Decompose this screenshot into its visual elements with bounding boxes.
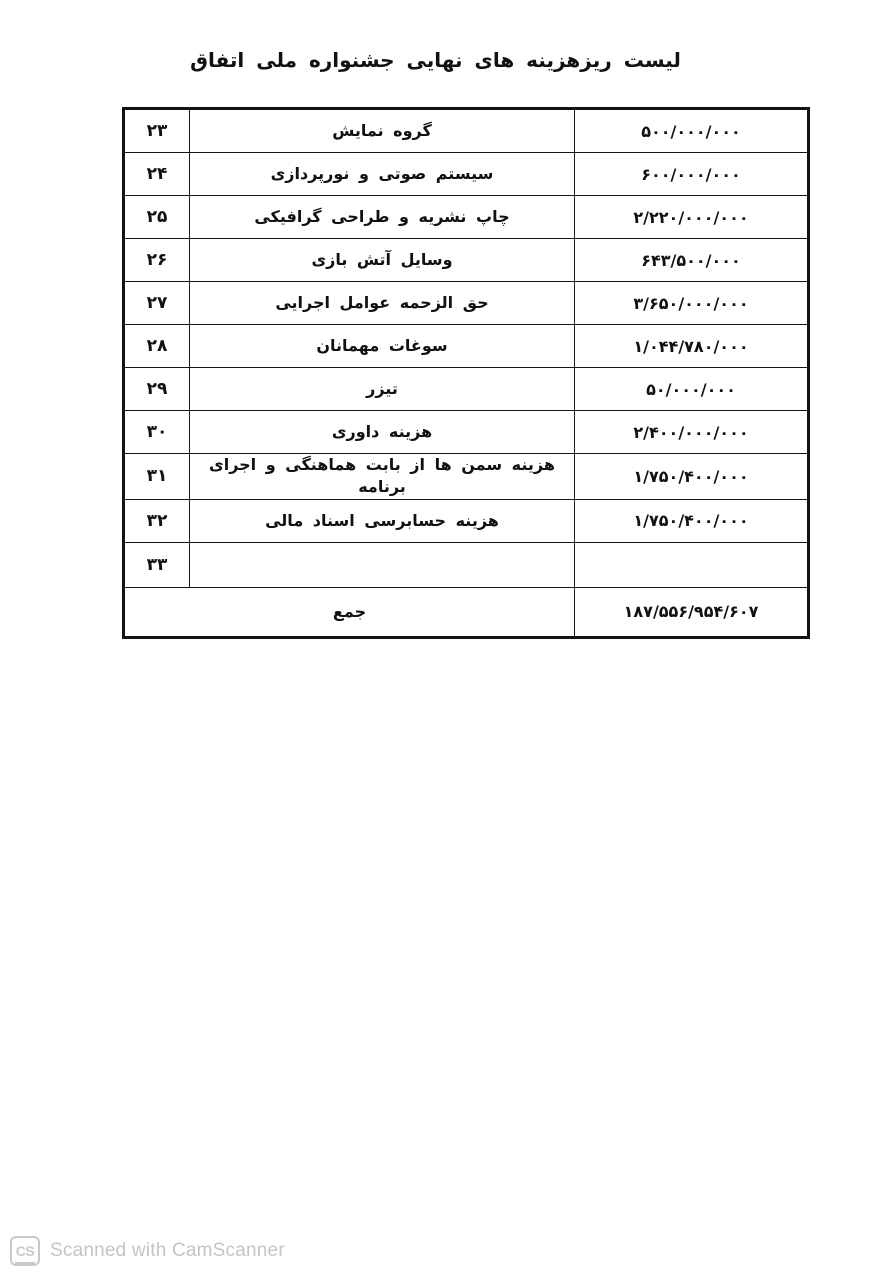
row-index: ۲۵ <box>124 196 190 239</box>
expense-table-container <box>125 107 810 639</box>
row-description: هزینه حسابرسی اسناد مالی <box>190 499 575 542</box>
row-index: ۳۰ <box>124 411 190 454</box>
row-amount <box>575 542 809 587</box>
expense-table <box>122 107 810 639</box>
expense-table-body <box>124 109 809 638</box>
total-amount: ۱۸۷/۵۵۶/۹۵۴/۶۰۷ <box>575 587 809 637</box>
row-amount: ۱/۷۵۰/۴۰۰/۰۰۰ <box>575 499 809 542</box>
table-row <box>124 196 809 239</box>
row-amount: ۵۰۰/۰۰۰/۰۰۰ <box>575 109 809 153</box>
row-description: گروه نمایش <box>190 109 575 153</box>
table-row <box>124 325 809 368</box>
row-amount: ۳/۶۵۰/۰۰۰/۰۰۰ <box>575 282 809 325</box>
row-description <box>190 542 575 587</box>
row-amount: ۶۰۰/۰۰۰/۰۰۰ <box>575 153 809 196</box>
row-amount: ۱/۰۴۴/۷۸۰/۰۰۰ <box>575 325 809 368</box>
table-row <box>124 282 809 325</box>
table-row <box>124 368 809 411</box>
row-amount: ۲/۴۰۰/۰۰۰/۰۰۰ <box>575 411 809 454</box>
table-row <box>124 109 809 153</box>
row-amount: ۵۰/۰۰۰/۰۰۰ <box>575 368 809 411</box>
row-index: ۲۳ <box>124 109 190 153</box>
row-description: چاپ نشریه و طراحی گرافیکی <box>190 196 575 239</box>
row-description: هزینه سمن ها از بابت هماهنگی و اجرای برنامه <box>190 454 575 500</box>
row-description: سیستم صوتی و نورپردازی <box>190 153 575 196</box>
table-row <box>124 411 809 454</box>
camscanner-logo-icon <box>10 1236 40 1266</box>
row-description: حق الزحمه عوامل اجرایی <box>190 282 575 325</box>
row-index: ۲۶ <box>124 239 190 282</box>
table-row <box>124 499 809 542</box>
total-label: جمع <box>124 587 575 637</box>
row-index: ۳۱ <box>124 454 190 500</box>
row-amount: ۱/۷۵۰/۴۰۰/۰۰۰ <box>575 454 809 500</box>
row-description: تیزر <box>190 368 575 411</box>
row-index: ۳۲ <box>124 499 190 542</box>
table-row <box>124 542 809 587</box>
page-title: لیست ریزهزینه های نهایی جشنواره ملی اتفاق <box>190 48 681 72</box>
table-row <box>124 454 809 500</box>
row-index: ۲۹ <box>124 368 190 411</box>
table-row <box>124 153 809 196</box>
row-index: ۳۳ <box>124 542 190 587</box>
row-amount: ۶۴۳/۵۰۰/۰۰۰ <box>575 239 809 282</box>
camscanner-logo-text: CS <box>15 1243 35 1259</box>
row-index: ۲۷ <box>124 282 190 325</box>
row-index: ۲۸ <box>124 325 190 368</box>
row-description: هزینه داوری <box>190 411 575 454</box>
row-index: ۲۴ <box>124 153 190 196</box>
camscanner-watermark <box>10 1236 285 1266</box>
row-amount: ۲/۲۲۰/۰۰۰/۰۰۰ <box>575 196 809 239</box>
camscanner-watermark-text: Scanned with CamScanner <box>50 1240 285 1261</box>
row-description: سوغات مهمانان <box>190 325 575 368</box>
row-description: وسایل آتش بازی <box>190 239 575 282</box>
table-total-row <box>124 587 809 637</box>
table-row <box>124 239 809 282</box>
